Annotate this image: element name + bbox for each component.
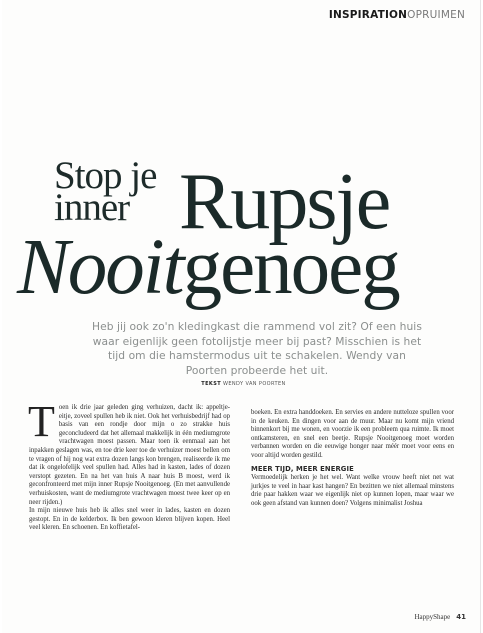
- body-column-right: [251, 409, 454, 509]
- magazine-page: [2, 0, 481, 633]
- body-paragraph: [28, 397, 230, 507]
- title-genoeg: genoeg: [182, 224, 399, 311]
- subsection-label: OPRUIMEN: [407, 9, 465, 21]
- body-subheading: MEER TIJD, MEER ENERGIE: [251, 464, 354, 473]
- magazine-name: HappyShape: [414, 613, 451, 621]
- credit-label: TEKST: [201, 381, 222, 387]
- body-paragraph: In mijn nieuwe huis heb ik alles snel weer in lades, kasten en dozen gestopt. En in de kelderbox. Ik ben gewoon kleren blijven kopen. Heel veel kleren. En schoenen. En koffietafel-: [29, 507, 230, 532]
- section-label: INSPIRATION: [328, 9, 408, 21]
- title-small-lines: [54, 154, 157, 229]
- body-paragraph: Vermoedelijk herken je het wel. Want welke vrouw heeft niet net wat jurkjes te veel in haar kast hangen? En bezitten we niet allemaal minstens drie paar hakken waar we eigenlijk niet op kunnen lopen, maar waar we ook geen afstand van kunnen doen? Volgens minimalist Joshua: [251, 474, 454, 507]
- title-line-stop-je: Stop je: [54, 154, 157, 197]
- title-nooit: Nooit: [17, 224, 183, 311]
- lead-paragraph: Heb jij ook zo'n kledingkast die rammend vol zit? Of een huis waar eigenlijk geen fotolijstje meer bij past? Misschien is het tijd om die hamstermodus uit te schakelen. Wendy van Poorten probeerde het uit.: [92, 320, 422, 377]
- title-nooitgenoeg: [17, 224, 399, 311]
- body-paragraph: boeken. En extra handdoeken. En servies en andere nutteloze spullen voor in de keuken. En dingen voor aan de muur. Maar nu komt mijn vriend binnenkort bij me wonen, en voorzie ik een probleem qua ruimte. Ik moet ontkamsteren, en snel een beetje. Rupsje Nooitgenoeg moet worden verbannen worden en die eeuwige honger naar méér moet voor eens en voor altijd worden gestild.: [251, 409, 454, 459]
- body-text: oen ik drie jaar geleden ging verhuizen, dacht ik: appeltje-eitje, zoveel spullen heb ik niet. Ook het verhuisbedrijf had op basis van een rondje door mijn o zo strakke huis geconcludeerd dat het allemaal makkelijk in één mediumgrote vrachtwagen moest passen. Maar toen ik eenmaal aan het inpakken geslagen was, en toe drie keer toe de verhuizer moest bellen om te vragen of hij nog wat extra dozen langs kon brengen, realiseerde ik me dat ik ongelofelijk veel spullen had. Alles had in kasten, lades of dozen verstopt gezeten. En na het van huis A naar huis B moest, werd ik geconfronteerd met mijn inner Rupsje Nooitgenoeg. (En met aanvullende verhuiskosten, want de mediumgrote vrachtwagen moest twee keer op en neer rijden.): [29, 404, 230, 506]
- body-column-left: [28, 397, 230, 533]
- credit-author: WENDY VAN POORTEN: [223, 381, 286, 387]
- author-credit: [2, 381, 483, 387]
- page-number: 41: [456, 613, 466, 621]
- drop-cap: T: [28, 397, 55, 446]
- title-rupsje: Rupsje: [179, 158, 390, 246]
- section-header: [329, 9, 465, 21]
- title-line-inner: inner: [54, 186, 130, 229]
- page-footer: [414, 613, 466, 621]
